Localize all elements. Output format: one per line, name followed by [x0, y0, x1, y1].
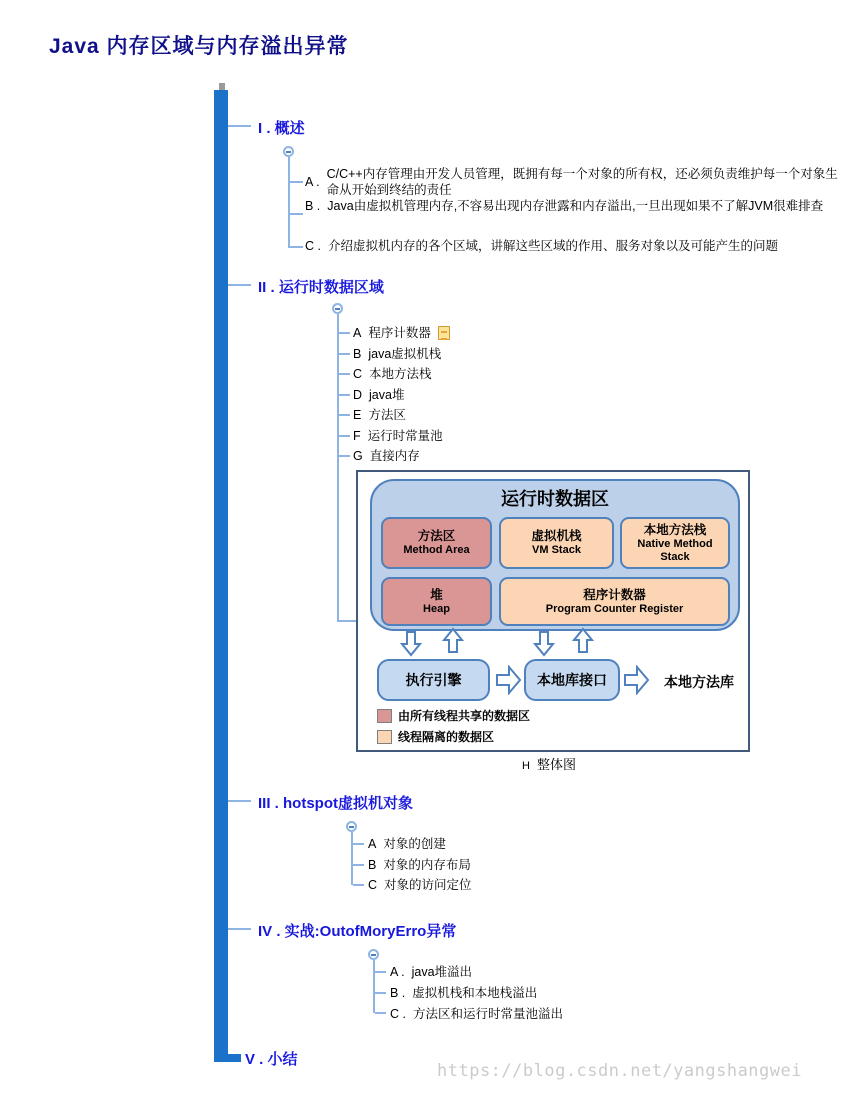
node-text: Java由虚拟机管理内存,不容易出现内存泄露和内存溢出,一旦出现如果不了解JVM很难排查	[327, 199, 824, 213]
node-letter: B	[353, 347, 362, 361]
arrow-up-icon	[442, 627, 464, 653]
node-s3-b[interactable]	[368, 857, 471, 873]
box-label-zh: 虚拟机栈	[531, 529, 582, 543]
node-text: java虚拟机栈	[368, 347, 442, 361]
node-s2-b[interactable]	[353, 346, 441, 362]
node-text: 对象的创建	[383, 837, 446, 851]
arrow-down-icon	[400, 631, 422, 657]
collapse-icon-section3[interactable]	[346, 821, 357, 832]
section-5-summary[interactable]: V . 小结	[245, 1051, 298, 1068]
node-letter: A	[353, 326, 362, 340]
box-label-zh: 本地方法栈	[643, 522, 707, 537]
node-letter: H	[522, 760, 530, 772]
arrow-down-icon	[533, 631, 555, 657]
legend-isolated-swatch	[377, 730, 392, 744]
node-letter: B	[368, 858, 377, 872]
node-text: 本地方法栈	[369, 367, 432, 381]
legend-shared-swatch	[377, 709, 392, 723]
tick-s2-a	[339, 332, 350, 334]
box-label-en: Native Method Stack	[637, 537, 713, 563]
legend-isolated-label: 线程隔离的数据区	[398, 730, 495, 744]
collapse-icon-section4[interactable]	[368, 949, 379, 960]
branch-line-section4	[373, 960, 375, 1013]
section-3-hotspot-objects[interactable]: III . hotspot虚拟机对象	[258, 795, 413, 812]
arrow-right-icon	[496, 665, 522, 695]
heap-box	[381, 577, 492, 626]
node-text: 对象的访问定位	[384, 878, 472, 892]
watermark-url: https://blog.csdn.net/yangshangwei	[437, 1061, 802, 1081]
tick-s1-b	[290, 213, 303, 215]
tick-s2-c	[339, 373, 350, 375]
branch-line-section3	[351, 832, 353, 885]
node-s2-d[interactable]	[353, 387, 404, 403]
box-label-en: Heap	[423, 602, 450, 615]
branch-elbow-section2	[337, 620, 356, 622]
runtime-data-area-figure[interactable]	[356, 470, 750, 752]
node-letter: C	[353, 367, 363, 381]
section-2-runtime-data-area[interactable]: II . 运行时数据区域	[258, 279, 384, 296]
node-text: 介绍虚拟机内存的各个区域，讲解这些区域的作用、服务对象以及可能产生的问题	[327, 239, 778, 253]
pc-register-box	[499, 577, 730, 626]
node-s3-c[interactable]	[368, 877, 472, 893]
node-s1-c[interactable]	[305, 238, 778, 254]
node-letter: D	[353, 388, 363, 402]
node-s4-a[interactable]	[390, 964, 472, 980]
node-letter: A	[368, 837, 377, 851]
box-label-zh: 堆	[430, 587, 443, 602]
tick-s2-e	[339, 414, 350, 416]
node-text: java堆	[369, 388, 405, 402]
figure-title: 运行时数据区	[501, 489, 609, 509]
execution-engine-label: 执行引擎	[405, 672, 462, 688]
arrow-right-icon	[624, 665, 650, 695]
node-s2-a[interactable]	[353, 325, 450, 341]
vm-stack-box	[499, 517, 614, 569]
tick-s4-a	[375, 971, 386, 973]
native-interface-box	[524, 659, 620, 701]
node-s2-g[interactable]	[353, 448, 420, 464]
tick-s2-d	[339, 394, 350, 396]
node-s4-b[interactable]	[390, 985, 537, 1001]
connector-section1	[228, 125, 251, 127]
runtime-data-area-container	[370, 479, 740, 631]
node-s2-e[interactable]	[353, 407, 406, 423]
trunk-line	[214, 90, 228, 1062]
node-s4-c[interactable]	[390, 1006, 563, 1022]
arrow-up-icon	[572, 627, 594, 653]
tick-s3-c	[353, 884, 364, 886]
legend-shared-label: 由所有线程共享的数据区	[398, 709, 531, 723]
box-label-en: Method Area	[403, 544, 470, 556]
node-text: 程序计数器	[368, 326, 431, 340]
collapse-icon-section2[interactable]	[332, 303, 343, 314]
node-text: 运行时常量池	[367, 429, 443, 443]
collapse-icon-section1[interactable]	[283, 146, 294, 157]
tick-s4-c	[375, 1012, 386, 1014]
trunk-handle[interactable]	[219, 83, 225, 90]
node-text: 整体图	[536, 757, 576, 772]
connector-section2	[228, 284, 251, 286]
node-letter: A .	[390, 965, 405, 979]
tick-s1-a	[290, 181, 303, 183]
node-s1-b[interactable]	[305, 198, 838, 214]
node-letter: C	[368, 878, 378, 892]
tick-s2-b	[339, 353, 350, 355]
node-text: 方法区和运行时常量池溢出	[412, 1007, 563, 1021]
method-area-box	[381, 517, 492, 569]
tick-s3-b	[353, 864, 364, 866]
node-letter: C .	[390, 1007, 406, 1021]
node-letter: A .	[305, 175, 320, 189]
node-s1-a[interactable]	[305, 166, 838, 198]
tick-s4-b	[375, 992, 386, 994]
node-s3-a[interactable]	[368, 836, 446, 852]
node-text: 虚拟机栈和本地栈溢出	[412, 986, 538, 1000]
node-text: 对象的内存布局	[383, 858, 471, 872]
tick-s2-g	[339, 455, 350, 457]
node-letter: B .	[390, 986, 406, 1000]
legend-shared-row	[377, 707, 530, 724]
section-4-oom-practice[interactable]: IV . 实战:OutofMoryErro异常	[258, 923, 457, 940]
node-text: java堆溢出	[411, 965, 473, 979]
box-label-zh: 方法区	[417, 529, 456, 543]
node-s2-c[interactable]	[353, 366, 432, 382]
execution-engine-box	[377, 659, 490, 701]
branch-line-section1	[288, 157, 290, 248]
box-label-zh: 程序计数器	[583, 587, 646, 602]
note-icon[interactable]	[438, 326, 450, 340]
branch-line-section2	[337, 314, 339, 622]
box-label-en: Program Counter Register	[545, 602, 684, 615]
box-label-en: VM Stack	[532, 544, 581, 556]
section-1-overview[interactable]: I . 概述	[258, 120, 305, 137]
native-library-label: 本地方法库	[664, 674, 734, 690]
node-letter: E	[353, 408, 362, 422]
node-text: 方法区	[368, 408, 406, 422]
node-s2-h-caption[interactable]	[522, 754, 576, 773]
node-text: 直接内存	[369, 449, 420, 463]
node-letter: G	[353, 449, 363, 463]
node-letter: B .	[305, 199, 321, 213]
tick-s3-a	[353, 843, 364, 845]
connector-section4	[228, 928, 251, 930]
node-letter: F	[353, 429, 361, 443]
node-s2-f[interactable]	[353, 428, 443, 444]
connector-section3	[228, 800, 251, 802]
tick-s2-f	[339, 435, 350, 437]
node-letter: C .	[305, 239, 321, 253]
native-interface-label: 本地库接口	[537, 672, 607, 688]
legend-isolated-row	[377, 728, 494, 745]
tick-s1-c	[290, 246, 303, 248]
trunk-foot-elbow	[228, 1054, 241, 1062]
page-title: Java 内存区域与内存溢出异常	[49, 35, 349, 58]
node-text: C/C++内存管理由开发人员管理，既拥有每一个对象的所有权，还必须负责维护每一个对象生命从开始到终结的责任	[326, 167, 838, 197]
native-method-stack-box	[620, 517, 730, 569]
